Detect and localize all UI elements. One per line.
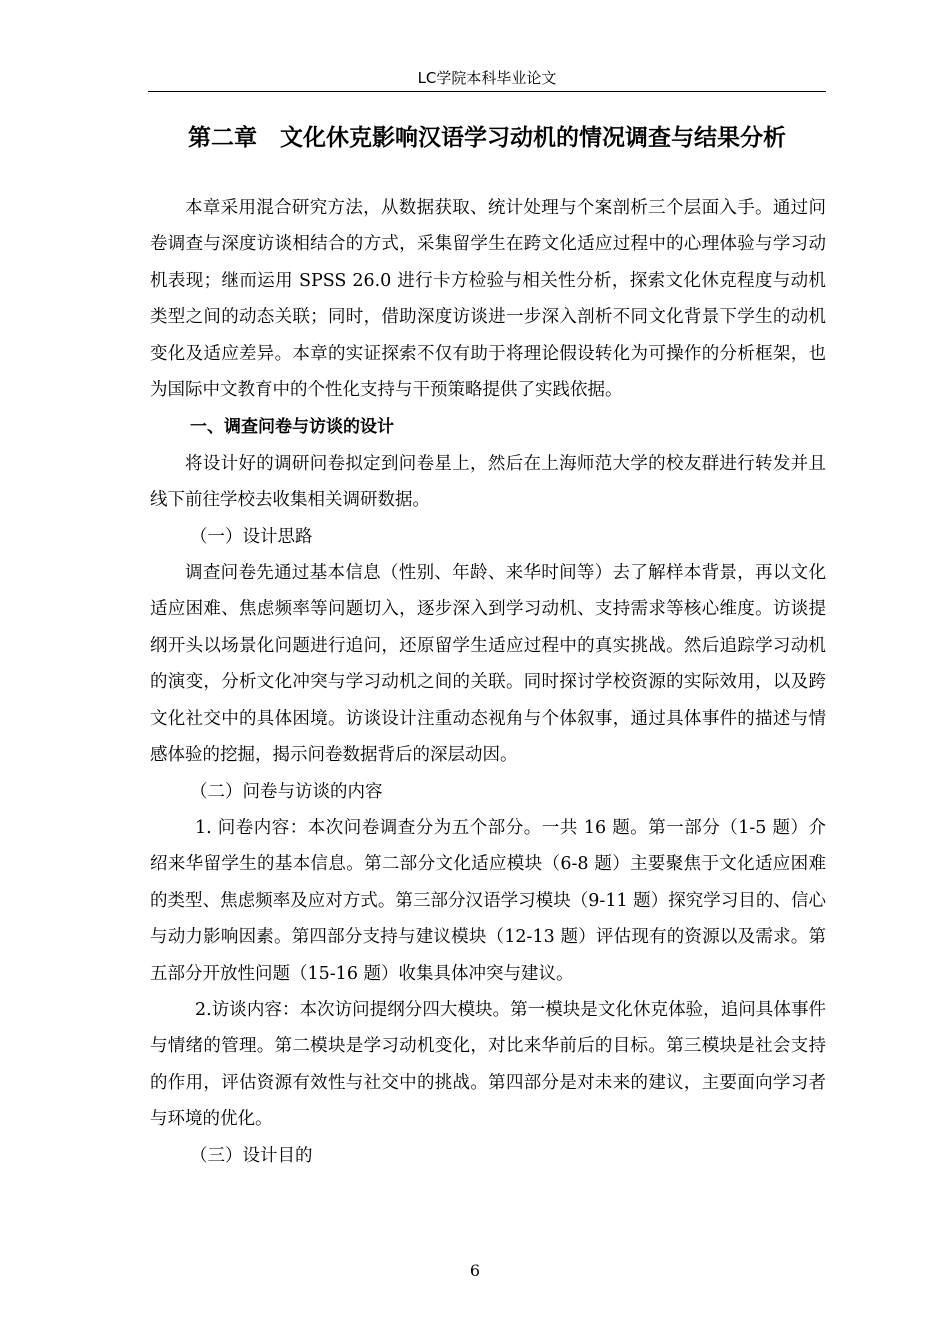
section-paragraph: 将设计好的调研问卷拟定到问卷星上，然后在上海师范大学的校友群进行转发并且线下前往学校去收集相关调研数据。 (150, 453, 826, 511)
page-number: 6 (469, 1261, 481, 1280)
subsection-heading: （一）设计思路 (190, 526, 313, 547)
subsection-heading: （三）设计目的 (190, 1145, 313, 1166)
intro-paragraph: 本章采用混合研究方法，从数据获取、统计处理与个案剖析三个层面入手。通过问卷调查与深度访谈相结合的方式，采集留学生在跨文化适应过程中的心理体验与学习动机表现；继而运用 SPSS 26.0 进行卡方检验与相关性分析，探索文化休克程度与动机类型之间的动态关联；同时，借助深度访谈进一步深入剖析不同文化背景下学生的动机变化及适应差异。本章的实证探索不仅有助于将理论假设转化为可操作的分析框架，也为国际中文教育中的个性化支持与干预策略提供了实践依据。 (150, 198, 826, 401)
questionnaire-content-item (150, 810, 826, 992)
section-heading: 一、调查问卷与访谈的设计 (190, 417, 394, 438)
chapter-title: 第二章 文化休克影响汉语学习动机的情况调查与结果分析 (188, 125, 786, 151)
body-content (150, 190, 826, 1174)
header-rule (148, 91, 826, 92)
subsection-heading: （二）问卷与访谈的内容 (190, 781, 383, 802)
questionnaire-content-text: 1. 问卷内容：本次问卷调查分为五个部分。一共 16 题。第一部分（1-5 题）介绍来华留学生的基本信息。第二部分文化适应模块（6-8 题）主要聚焦于文化适应困难的类型、焦虑频率及应对方式。第三部分汉语学习模块（9-11 题）探究学习目的、信心与动力影响因素。第四部分支持与建议模块（12-13 题）评估现有的资源以及需求。第五部分开放性问题（15-16 题）收集具体冲突与建议。 (150, 817, 826, 984)
design-idea-paragraph: 调查问卷先通过基本信息（性别、年龄、来华时间等）去了解样本背景，再以文化适应困难、焦虑频率等问题切入，逐步深入到学习动机、支持需求等核心维度。访谈提纲开头以场景化问题进行追问，还原留学生适应过程中的真实挑战。然后追踪学习动机的演变，分析文化冲突与学习动机之间的关联。同时探讨学校资源的实际效用，以及跨文化社交中的具体困境。访谈设计注重动态视角与个体叙事，通过具体事件的描述与情感体验的挖掘，揭示问卷数据背后的深层动因。 (150, 563, 826, 766)
interview-content-text: 2.访谈内容：本次访问提纲分四大模块。第一模块是文化休克体验，追问具体事件与情绪的管理。第二模块是学习动机变化，对比来华前后的目标。第三模块是社会支持的作用，评估资源有效性与社交中的挑战。第四部分是对未来的建议，主要面向学习者与环境的优化。 (150, 999, 826, 1130)
running-header: LC学院本科毕业论文 (417, 69, 557, 87)
interview-content-item (150, 992, 826, 1138)
